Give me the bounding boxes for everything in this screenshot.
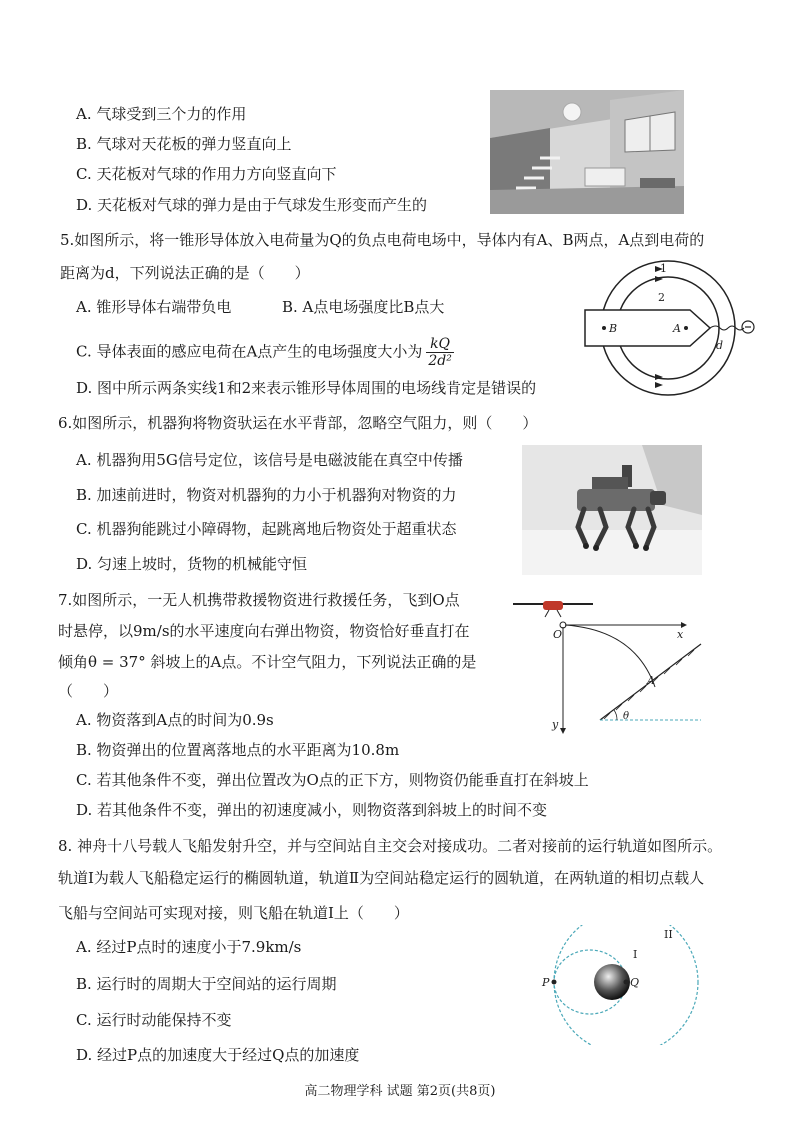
q7-stem-line2: 时悬停，以9m/s的水平速度向右弹出物资，物资恰好垂直打在: [58, 622, 470, 640]
q7-stem-line3: 倾角θ = 37° 斜坡上的A点。不计空气阻力，下列说法正确的是: [58, 653, 477, 671]
q8-option-d: D. 经过P点的加速度大于经过Q点的加速度: [76, 1046, 360, 1064]
page-footer: 高二物理学科 试题 第2页(共8页): [304, 1084, 496, 1099]
q6-option-a: A. 机器狗用5G信号定位，该信号是电磁波能在真空中传播: [76, 451, 463, 469]
fraction-numerator: kQ: [426, 336, 453, 353]
q7-option-c: C. 若其他条件不变，弹出位置改为O点的正下方，则物资仍能垂直打在斜坡上: [76, 771, 589, 789]
point-a-label: A: [647, 674, 655, 687]
q4-option-b: B. 气球对天花板的弹力竖直向上: [76, 135, 292, 153]
distance-d-label: d: [716, 339, 724, 352]
point-p-label: P: [542, 976, 550, 989]
q4-option-d: D. 天花板对气球的弹力是由于气球发生形变而产生的: [76, 196, 428, 214]
theta-label: θ: [623, 711, 630, 722]
q6-option-d: D. 匀速上坡时，货物的机械能守恒: [76, 555, 308, 573]
q6-option-b: B. 加速前进时，物资对机器狗的力小于机器狗对物资的力: [76, 486, 457, 504]
q6-option-c: C. 机器狗能跳过小障碍物，起跳离地后物资处于超重状态: [76, 520, 457, 538]
q8-option-c: C. 运行时动能保持不变: [76, 1011, 232, 1029]
y-axis-label: y: [552, 718, 559, 731]
q7-option-a: A. 物资落到A点的时间为0.9s: [76, 711, 274, 729]
q6-stem: 6.如图所示，机器狗将物资驮运在水平背部，忽略空气阻力，则（ ）: [58, 414, 538, 432]
q7-stem-line1: 7.如图所示，一无人机携带救援物资进行救援任务，飞到O点: [58, 591, 460, 609]
point-b-label: B: [609, 322, 618, 335]
q7-stem-line4: （ ）: [58, 682, 119, 700]
robot-dog-photo: [522, 445, 702, 575]
q5-option-a: A. 锥形导体右端带负电: [76, 298, 232, 316]
point-a-label: A: [673, 322, 681, 335]
q5-option-b: B. A点电场强度比B点大: [282, 298, 445, 316]
field-line-2-label: 2: [658, 291, 665, 304]
q8-stem-line1: 8. 神舟十八号载人飞船发射升空，并与空间站自主交会对接成功。二者对接前的运行轨道如图所示。: [58, 837, 723, 855]
fraction-denominator: 2d²: [428, 353, 452, 369]
q5-stem-line2: 距离为d，下列说法正确的是（ ）: [60, 264, 310, 282]
q4-option-a: A. 气球受到三个力的作用: [76, 105, 247, 123]
q8-option-b: B. 运行时的周期大于空间站的运行周期: [76, 975, 337, 993]
q8-option-a: A. 经过P点时的速度小于7.9km/s: [76, 938, 302, 956]
q7-option-d: D. 若其他条件不变，弹出的初速度减小，则物资落到斜坡上的时间不变: [76, 801, 548, 819]
fraction-kq-2d2: [426, 336, 453, 369]
q8-stem-line2: 轨道Ⅰ为载人飞船稳定运行的椭圆轨道，轨道Ⅱ为空间站稳定运行的圆轨道，在两轨道的相切点载人: [58, 869, 705, 887]
q4-option-c: C. 天花板对气球的作用力方向竖直向下: [76, 165, 337, 183]
point-o-label: O: [553, 628, 563, 641]
orbit-i-label: I: [633, 948, 638, 961]
q5-option-c-text: C. 导体表面的感应电荷在A点产生的电场强度大小为: [76, 342, 423, 361]
projectile-slope-diagram: [505, 592, 705, 737]
field-line-1-label: 1: [660, 262, 667, 275]
q5-stem-line1: 5.如图所示，将一锥形导体放入电荷量为Q的负点电荷电场中，导体内有A、B两点，A点到电荷的: [60, 231, 705, 249]
drone-icon: [513, 601, 593, 617]
orbit-diagram: [540, 925, 710, 1045]
balloon-room-photo: [490, 90, 684, 214]
q8-stem-line3: 飞船与空间站可实现对接，则飞船在轨道Ⅰ上（ ）: [58, 904, 409, 922]
q5-option-c: [76, 336, 454, 369]
q5-option-d: D. 图中所示两条实线1和2来表示锥形导体周围的电场线肯定是错误的: [76, 379, 537, 397]
point-q-label: Q: [630, 976, 640, 989]
q7-option-b: B. 物资弹出的位置离落地点的水平距离为10.8m: [76, 741, 400, 759]
x-axis-label: x: [677, 628, 684, 641]
orbit-ii-label: II: [664, 928, 673, 941]
conductor-field-diagram: [580, 255, 770, 403]
